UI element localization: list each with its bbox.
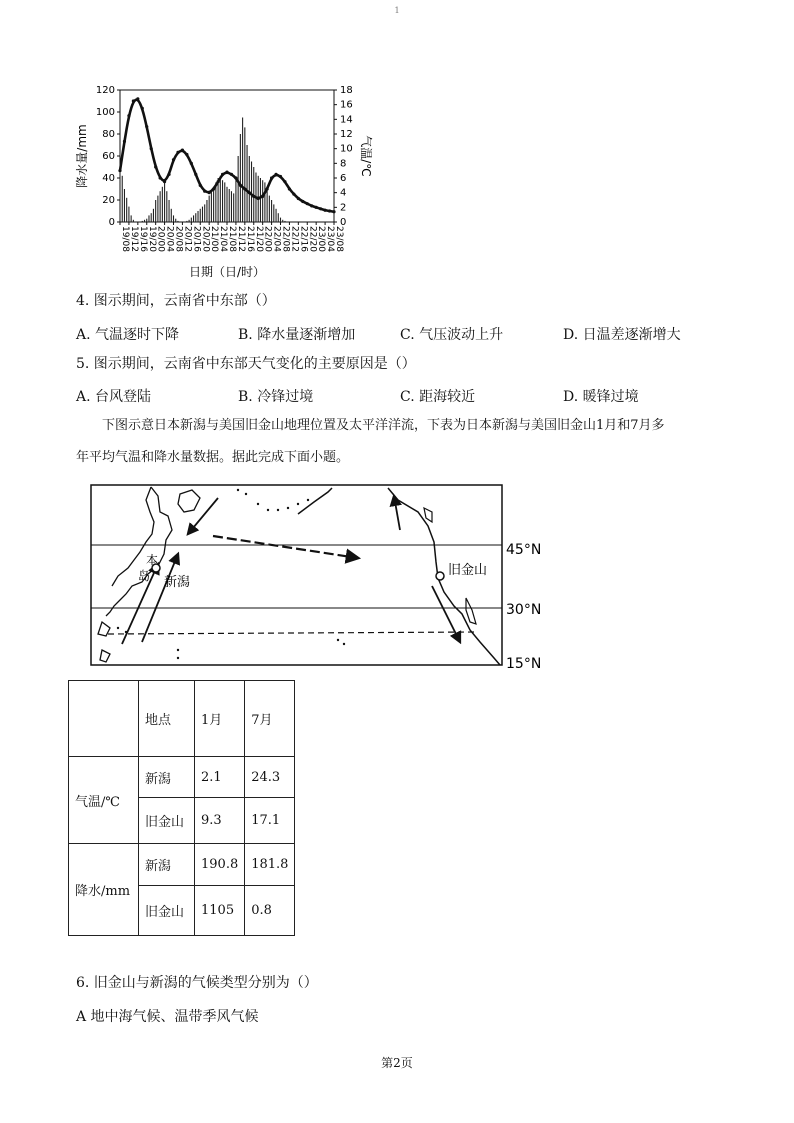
x-tick-label: 19/12 xyxy=(128,226,139,252)
table-cell: 旧金山 xyxy=(139,798,195,844)
temperature-point xyxy=(127,114,130,117)
climate-table xyxy=(68,680,295,936)
y-right-tick-label: 0 xyxy=(340,217,347,228)
table-cell: 1105 xyxy=(195,886,245,936)
temperature-point xyxy=(315,206,318,209)
q4-option-a[interactable]: A. 气温逐时下降 xyxy=(76,327,180,343)
table-cell: 新潟 xyxy=(139,844,195,886)
q5-option-a[interactable]: A. 台风登陆 xyxy=(76,389,152,405)
y-left-tick-label: 120 xyxy=(95,85,115,96)
y-right-tick-label: 18 xyxy=(340,85,353,96)
baja-peninsula xyxy=(466,598,476,624)
lat-label-15: 15°N xyxy=(506,656,542,672)
x-tick-label: 21/20 xyxy=(253,226,264,252)
page-footer: 第2页 xyxy=(381,1056,413,1070)
temperature-point xyxy=(225,171,228,174)
temperature-point xyxy=(194,173,197,176)
temperature-point xyxy=(159,176,162,179)
temperature-point xyxy=(212,187,215,190)
x-tick-label: 20/12 xyxy=(182,226,193,252)
temperature-point xyxy=(266,187,269,190)
table-cell: 17.1 xyxy=(245,798,295,844)
table-header-jul: 7月 xyxy=(245,681,295,757)
x-tick-label: 20/20 xyxy=(200,226,211,252)
temperature-point xyxy=(332,210,335,213)
precip-temp-chart xyxy=(70,82,373,282)
temperature-point xyxy=(221,173,224,176)
x-tick-label: 19/20 xyxy=(146,226,157,252)
table-cell: 24.3 xyxy=(245,757,295,798)
sf-label: 旧金山 xyxy=(448,563,488,578)
temperature-point xyxy=(172,158,175,161)
hokkaido-coast xyxy=(178,490,200,512)
y-left-tick-label: 40 xyxy=(102,173,115,184)
oyashio-arrow xyxy=(188,498,218,534)
temperature-point xyxy=(150,147,153,150)
table-cell: 181.8 xyxy=(245,844,295,886)
table-cell: 新潟 xyxy=(139,757,195,798)
temperature-point xyxy=(167,173,170,176)
x-tick-label: 19/16 xyxy=(137,226,148,252)
sf-marker xyxy=(436,572,444,580)
temperature-point xyxy=(136,97,139,100)
temperature-point xyxy=(274,173,277,176)
temperature-point xyxy=(297,197,300,200)
y-right-axis-title: 气温/℃ xyxy=(359,135,373,177)
temperature-point xyxy=(145,125,148,128)
x-tick-label: 22/16 xyxy=(298,226,309,252)
niigata-label: 新潟 xyxy=(164,575,191,590)
x-tick-label: 22/08 xyxy=(280,226,291,252)
table-cell: 旧金山 xyxy=(139,886,195,936)
y-right-tick-label: 2 xyxy=(340,202,347,214)
temperature-point xyxy=(261,195,264,198)
y-right-tick-label: 14 xyxy=(340,114,353,126)
table-cell: 0.8 xyxy=(245,886,295,936)
x-tick-label: 20/04 xyxy=(164,226,175,252)
x-tick-label: 22/04 xyxy=(271,226,282,252)
temperature-point xyxy=(328,209,331,212)
intro-line-1: 下图示意日本新潟与美国旧金山地理位置及太平洋洋流，下表为日本新潟与美国旧金山1月和7月多 xyxy=(102,418,665,433)
y-left-tick-label: 80 xyxy=(102,129,115,140)
temperature-point xyxy=(301,200,304,203)
temperature-point xyxy=(208,191,211,194)
x-tick-label: 21/00 xyxy=(209,226,220,252)
lat-label-45: 45°N xyxy=(506,542,542,558)
x-tick-label: 20/08 xyxy=(173,226,184,252)
intro-paragraph xyxy=(76,410,726,474)
temperature-point xyxy=(141,107,144,110)
temperature-point xyxy=(176,151,179,154)
lat-line-dashed xyxy=(108,632,478,634)
temperature-point xyxy=(310,204,313,207)
alaska-coast xyxy=(298,488,332,514)
q5-stem: 5. 图示期间，云南省中东部天气变化的主要原因是（） xyxy=(76,356,416,372)
y-right-tick-label: 6 xyxy=(340,173,347,184)
temperature-point xyxy=(181,149,184,152)
temperature-point xyxy=(270,176,273,179)
table-header-location: 地点 xyxy=(139,681,195,757)
japan-coast xyxy=(106,487,172,616)
lat-label-30: 30°N xyxy=(506,602,542,618)
table-header-jan: 1月 xyxy=(195,681,245,757)
table-cell: 190.8 xyxy=(195,844,245,886)
temperature-point xyxy=(190,162,193,165)
table-cell: 9.3 xyxy=(195,798,245,844)
q4-option-b[interactable]: B. 降水量逐渐增加 xyxy=(238,327,356,343)
q5-option-c[interactable]: C. 距海较近 xyxy=(400,389,476,405)
y-left-axis-title: 降水量/mm xyxy=(75,124,89,188)
temperature-point xyxy=(118,169,121,172)
temperature-point xyxy=(163,180,166,183)
x-tick-label: 23/08 xyxy=(334,226,344,252)
temperature-point xyxy=(203,190,206,193)
kyushu-coast xyxy=(98,622,110,662)
temperature-point xyxy=(154,165,157,168)
pacific-current-map xyxy=(88,482,558,672)
x-tick-label: 21/16 xyxy=(244,226,255,252)
honshu-label-2: 岛 xyxy=(138,569,151,583)
temperature-point xyxy=(252,195,255,198)
table-corner xyxy=(69,681,139,757)
temperature-point xyxy=(199,184,202,187)
table-group-precip: 降水/mm xyxy=(69,844,139,936)
temperature-point xyxy=(185,153,188,156)
q6-option-a[interactable]: A 地中海气候、温带季风气候 xyxy=(76,1009,259,1025)
page-mark: 1 xyxy=(394,6,400,15)
q5-option-b[interactable]: B. 冷锋过境 xyxy=(238,389,314,405)
temperature-point xyxy=(319,207,322,210)
x-tick-label: 21/12 xyxy=(235,226,246,252)
y-right-tick-label: 16 xyxy=(340,99,353,111)
temperature-point xyxy=(279,175,282,178)
y-left-tick-label: 0 xyxy=(108,217,115,228)
vancouver-island xyxy=(424,508,432,522)
y-left-tick-label: 60 xyxy=(102,151,115,162)
x-tick-label: 20/00 xyxy=(155,226,166,252)
temperature-point xyxy=(248,191,251,194)
honshu-label: 本 xyxy=(146,553,159,567)
x-tick-label: 19/08 xyxy=(120,226,130,252)
temperature-point xyxy=(257,197,260,200)
q6-stem: 6. 旧金山与新潟的气候类型分别为（） xyxy=(76,975,318,991)
temperature-point xyxy=(239,184,242,187)
temperature-point xyxy=(288,187,291,190)
table-group-temp: 气温/℃ xyxy=(69,757,139,844)
q5-option-d[interactable]: D. 暖锋过境 xyxy=(563,389,639,405)
y-right-tick-label: 8 xyxy=(340,158,347,170)
x-tick-label: 21/04 xyxy=(218,226,229,252)
x-tick-label: 22/12 xyxy=(289,226,300,252)
x-tick-label: 21/08 xyxy=(227,226,237,252)
x-tick-label: 20/16 xyxy=(191,226,202,252)
north-pacific-current-arrow xyxy=(213,536,358,558)
x-axis-title: 日期（日/时） xyxy=(188,265,266,279)
q4-option-d[interactable]: D. 日温差逐渐增大 xyxy=(563,327,681,343)
y-right-tick-label: 4 xyxy=(340,187,347,199)
temperature-point xyxy=(292,193,295,196)
temperature-point xyxy=(234,176,237,179)
intro-line-2: 年平均气温和降水量数据。据此完成下面小题。 xyxy=(76,450,350,465)
temperature-point xyxy=(323,209,326,212)
temperature-point xyxy=(306,202,309,205)
y-right-tick-label: 10 xyxy=(340,143,353,155)
q4-stem: 4. 图示期间，云南省中东部（） xyxy=(76,293,276,309)
y-left-tick-label: 100 xyxy=(95,107,115,118)
temperature-point xyxy=(283,180,286,183)
x-tick-label: 23/00 xyxy=(316,226,327,252)
y-right-tick-label: 12 xyxy=(340,129,353,140)
x-tick-label: 22/00 xyxy=(262,226,273,252)
table-cell: 2.1 xyxy=(195,757,245,798)
y-left-tick-label: 20 xyxy=(102,195,115,206)
q4-option-c[interactable]: C. 气压波动上升 xyxy=(400,327,504,343)
temperature-point xyxy=(123,140,126,143)
x-tick-label: 22/20 xyxy=(307,226,318,252)
x-tick-label: 23/04 xyxy=(325,226,336,252)
temperature-point xyxy=(132,99,135,102)
temperature-point xyxy=(243,187,246,190)
temperature-point xyxy=(230,173,233,176)
temperature-point xyxy=(216,180,219,183)
